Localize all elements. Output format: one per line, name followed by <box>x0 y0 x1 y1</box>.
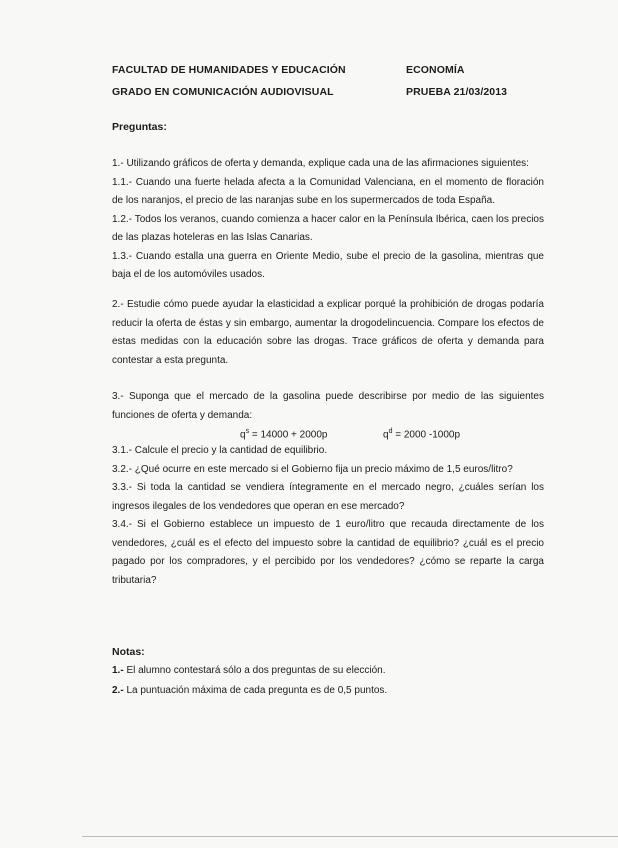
question-1-2: 1.2.- Todos los veranos, cuando comienza a hacer calor en la Península Ibérica, caen los precios de las plazas hoteleras en las Islas Canarias. <box>112 213 544 243</box>
degree-name: GRADO EN COMUNICACIÓN AUDIOVISUAL <box>112 86 334 98</box>
question-3-3: 3.3.- Si toda la cantidad se vendiera íntegramente en el mercado negro, ¿cuáles serían los ingresos ilegales de los vendedores que operan en ese mercado? <box>112 482 544 512</box>
supply-equation: $q^s = 14000 + 2000p$ <box>240 428 328 441</box>
demand-equation: $q^d = 2000$ -1000p <box>383 428 461 441</box>
question-3-1: 3.1.- Calcule el precio y la cantidad de equilibrio. <box>112 445 328 456</box>
note-2: 2.- La puntuación máxima de cada pregunta es de 0,5 puntos. <box>112 685 388 696</box>
question-3-intro: 3.- Suponga que el mercado de la gasolina puede describirse por medio de las siguientes funciones de oferta y demanda: <box>112 391 544 421</box>
notes-heading: Notas: <box>112 646 145 658</box>
faculty-name: FACULTAD DE HUMANIDADES Y EDUCACIÓN <box>112 64 346 76</box>
question-3-4: 3.4.- Si el Gobierno establece un impuesto de 1 euro/litro que recauda directamente de los vendedores, ¿cuál es el efecto del impuesto sobre la cantidad de equilibrio? ¿cuál es el precio pagado por los compradores, y el percibido por los vendedores? ¿cómo se reparte la carga tributaria? <box>112 519 544 586</box>
question-1-1: 1.1.- Cuando una fuerte helada afecta a la Comunidad Valenciana, en el momento de floración de los naranjos, el precio de las naranjas sube en los supermercados de toda España. <box>112 176 544 206</box>
question-2: 2.- Estudie cómo puede ayudar la elasticidad a explicar porqué la prohibición de drogas podaría reducir la oferta de éstas y sin embargo, aumentar la drogodelincuencia. Compare los efectos de estas medidas con la educación sobre las drogas. Trace gráficos de oferta y demanda para contestar a esta pregunta. <box>112 299 544 366</box>
bottom-rule <box>82 836 618 837</box>
exam-date: PRUEBA 21/03/2013 <box>406 86 508 98</box>
question-3-2: 3.2.- ¿Qué ocurre en este mercado si el Gobierno fija un precio máximo de 1,5 euros/litro? <box>112 463 513 475</box>
question-1-intro: 1.- Utilizando gráficos de oferta y demanda, explique cada una de las afirmaciones siguientes: <box>112 158 529 169</box>
note-1: 1.- El alumno contestará sólo a dos preguntas de su elección. <box>112 665 386 676</box>
question-3-items <box>112 442 544 590</box>
question-1 <box>112 155 544 285</box>
question-1-3: 1.3.- Cuando estalla una guerra en Oriente Medio, sube el precio de la gasolina, mientras que baja el de los automóviles usados. <box>112 250 544 280</box>
questions-heading: Preguntas: <box>112 121 167 133</box>
subject-name: ECONOMÍA <box>406 64 465 76</box>
